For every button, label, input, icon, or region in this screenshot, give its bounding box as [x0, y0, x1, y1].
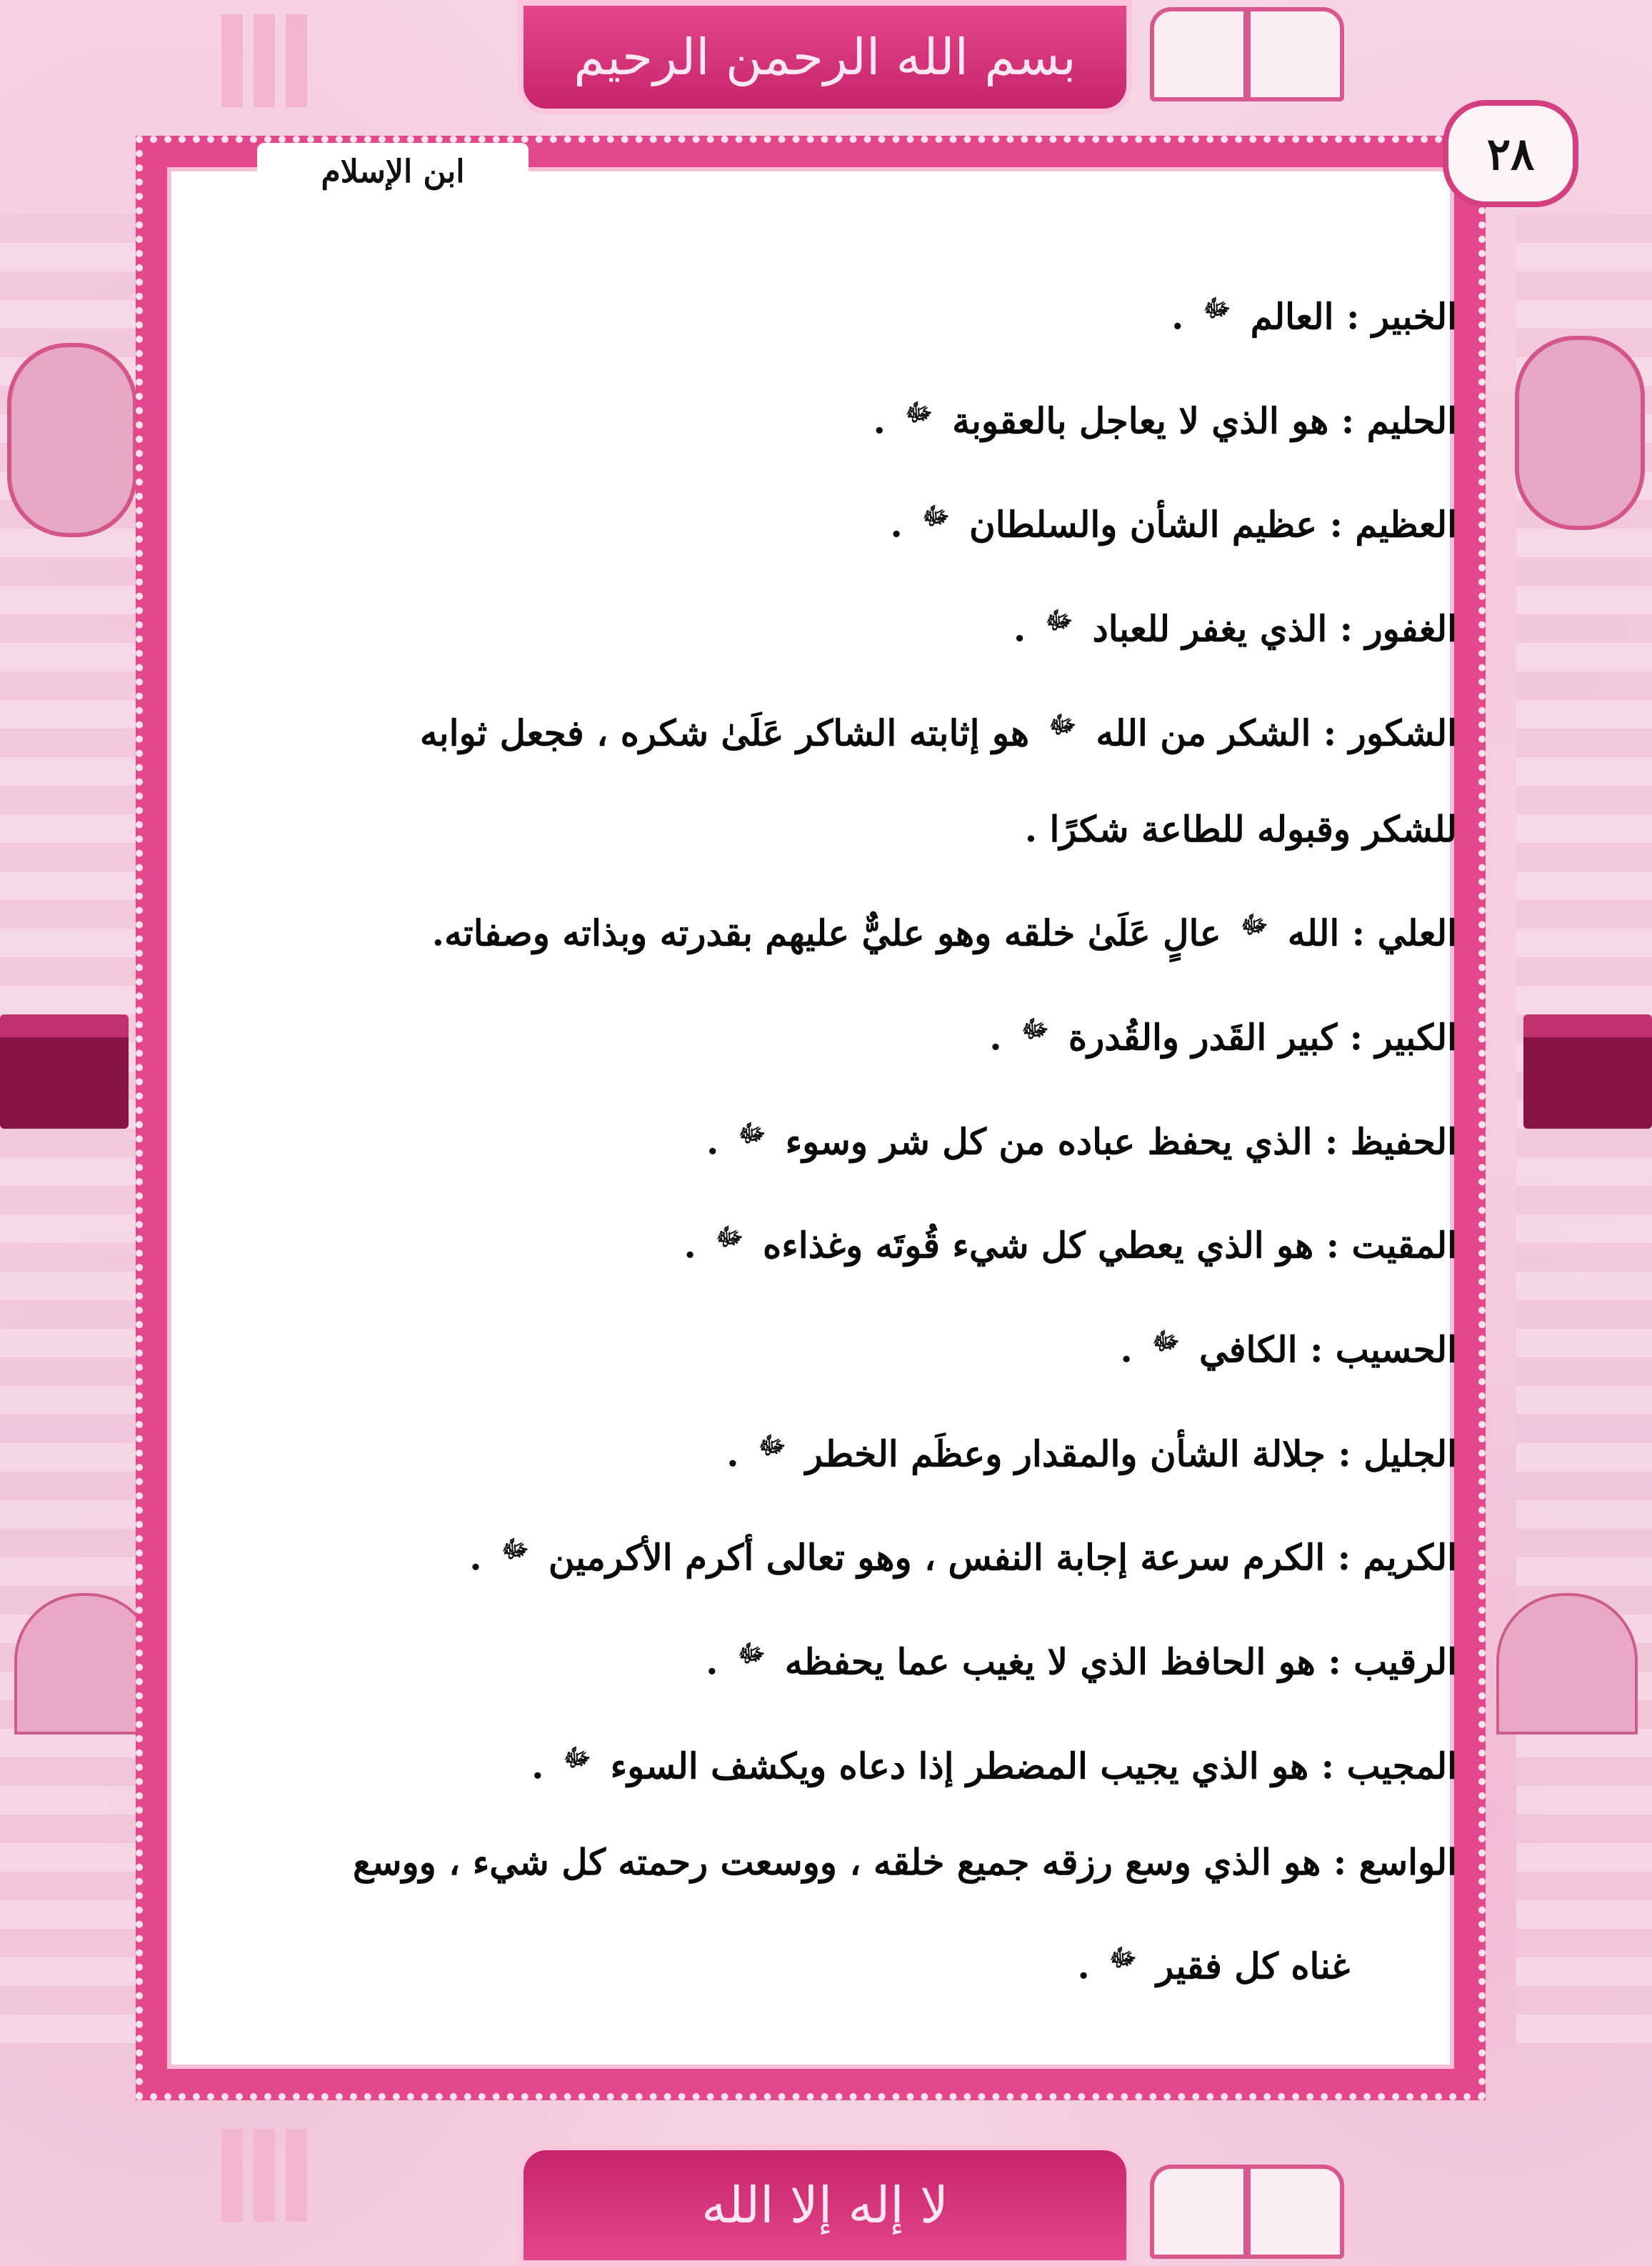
honorific-glyph: ﷻ [1152, 1327, 1180, 1356]
honorific-glyph: ﷻ [501, 1535, 529, 1564]
list-item: الرقيب : هو الحافظ الذي لا يغيب عما يحفظه $^ﷻ$ . [706, 1639, 1457, 1683]
honorific-glyph: ﷻ [563, 1743, 591, 1772]
bottom-open-book-icon [1150, 2165, 1344, 2259]
top-candles-decoration [221, 14, 307, 107]
list-item: المجيب : هو الذي يجيب المضطر إذا دعاه ويكشف السوء $^ﷻ$ . [531, 1743, 1457, 1787]
left-kaaba-image [0, 1014, 129, 1129]
honorific-glyph: ﷻ [1045, 606, 1073, 635]
right-kaaba-image [1523, 1014, 1652, 1129]
list-item: الشكور : الشكر من الله $^ﷻ$ هو إثابته الشاكر عَلَىٰ شكره ، فجعل ثوابه [419, 710, 1457, 754]
list-item: المقيت : هو الذي يعطي كل شيء قُوتَه وغذاءه $^ﷻ$ . [684, 1223, 1457, 1267]
tawhid-calligraphy: لا إله إلا الله [701, 2176, 948, 2235]
list-item: الحسيب : الكافي $^ﷻ$ . [1120, 1327, 1457, 1371]
honorific-glyph: ﷻ [716, 1223, 744, 1252]
book-title-label [257, 143, 529, 200]
list-item: الكريم : الكرم سرعة إجابة النفس ، وهو تعالى أكرم الأكرمين $^ﷻ$ . [469, 1535, 1457, 1579]
top-open-book-icon [1150, 7, 1344, 101]
honorific-glyph: ﷻ [1109, 1944, 1137, 1973]
honorific-glyph: ﷻ [737, 1639, 766, 1668]
honorific-glyph: ﷻ [905, 398, 933, 427]
list-item: الكبير : كبير القَدر والقُدرة $^ﷻ$ . [989, 1014, 1457, 1059]
bottom-candles-decoration [221, 2129, 307, 2222]
list-item: الحليم : هو الذي لا يعاجل بالعقوبة $^ﷻ$ . [873, 398, 1457, 442]
honorific-glyph: ﷻ [1203, 294, 1231, 323]
list-item: للشكر وقبوله للطاعة شكرًا . [1024, 808, 1457, 851]
page-number-badge [1443, 100, 1578, 207]
list-item: الجليل : جلالة الشأن والمقدار وعظَم الخطر $^ﷻ$ . [726, 1431, 1457, 1475]
honorific-glyph: ﷻ [1240, 911, 1268, 940]
bottom-calligraphy-banner [518, 2145, 1132, 2266]
honorific-glyph: ﷻ [738, 1119, 766, 1148]
list-item: العلي : الله $^ﷻ$ عالٍ عَلَىٰ خلقه وهو عليٌّ عليهم بقدرته وبذاته وصفاته. [431, 911, 1457, 954]
book-title: ابن الإسلام [321, 153, 465, 190]
honorific-glyph: ﷻ [1021, 1014, 1049, 1044]
left-mosque-dome-image [14, 1593, 156, 1735]
basmala-calligraphy: بسم الله الرحمن الرحيم [574, 28, 1076, 86]
right-calligraphy-medallion [1515, 336, 1645, 530]
honorific-glyph: ﷻ [922, 502, 950, 531]
top-calligraphy-banner [518, 0, 1132, 114]
page-number: ٢٨ [1486, 127, 1535, 180]
list-item: الحفيظ : الذي يحفظ عباده من كل شر وسوء $^ﷻ$ . [706, 1119, 1457, 1163]
list-item: الخبير : العالم $^ﷻ$ . [1171, 294, 1457, 338]
names-of-allah-list [229, 261, 1457, 2015]
list-item: غناه كل فقير $^ﷻ$ . [1077, 1944, 1350, 1987]
honorific-glyph: ﷻ [758, 1431, 786, 1460]
left-calligraphy-medallion [7, 343, 137, 537]
list-item: العظيم : عظيم الشأن والسلطان $^ﷻ$ . [890, 502, 1457, 546]
honorific-glyph: ﷻ [1048, 710, 1076, 739]
list-item: الواسع : هو الذي وسع رزقه جميع خلقه ، ووسعت رحمته كل شيء ، ووسع [352, 1841, 1457, 1884]
list-item: الغفور : الذي يغفر للعباد $^ﷻ$ . [1013, 606, 1457, 650]
right-mosque-dome-image [1496, 1593, 1638, 1735]
